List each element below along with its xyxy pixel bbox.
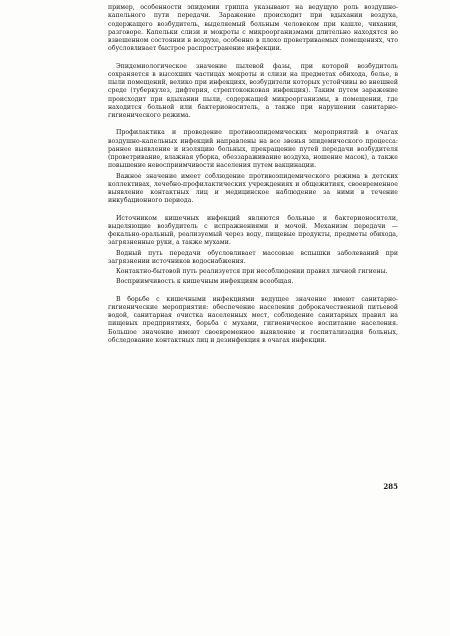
paragraph-3: Профилактика и проведение противоэпидемических мероприятий в очагах воздушно-капельных инфекций направлены на все звенья эпидемического процесса: раннее выявление и изоляцию больных, прекращение путей передачи возбудителя (проветривание, влажная уборка, обеззараживание воздуха, ношение масок), а также повышение невосприимчивости населения путем вакцинации. [108, 129, 398, 170]
paragraph-5: Источником кишечных инфекций являются больные и бактерионосители, выделяющие возбудитель с испражнениями и мочой. Механизм передачи — фекально-оральный, реализуемый через воду, пищевые продукты, предметы обихода, загрязненные руки, а также мухами. [108, 214, 398, 247]
page-number: 285 [383, 482, 398, 491]
paragraph-4: Важное значение имеет соблюдение противоэпидемического режима в детских коллективах, лечебно-профилактических учреждениях и общежитиях, своевременное выявление контактных лиц и медицинское наблюдение за ними в течение инкубационного периода. [108, 172, 398, 205]
paragraph-7: Контактно-бытовой путь реализуется при несоблюдении правил личной гигиены. [116, 268, 388, 275]
body-text [108, 4, 398, 347]
paragraph-6: Водный путь передачи обусловливает массовые вспышки заболеваний при загрязнении источников водоснабжения. [108, 249, 398, 265]
paragraph-1: пример, особенности эпидемии гриппа указывают на ведущую роль воздушно-капельного пути передачи. Заражение происходит при вдыхании воздуха, содержащего возбудитель, выделяемый больным человеком при кашле, чихании, разговоре. Капельки слизи и мокроты с микроорганизмами длительно находятся во взвешенном состоянии в воздухе, особенно в плохо проветриваемых помещениях, что обусловливает быстрое распространение инфекции. [108, 4, 398, 53]
paragraph-2: Эпидемиологическое значение пылевой фазы, при которой возбудитель сохраняется в высохших частицах мокроты и слизи на предметах обихода, белье, в пыли помещений, велико при инфекциях, возбудители которых устойчивы во внешней среде (туберкулез, дифтерия, стрептококковая инфекция). Таким путем заражение происходит при вдыхании пыли, содержащей микроорганизмы, в помещении, где находится больной или бактерионоситель, а также при нарушении санитарно-гигиенического режима. [108, 62, 398, 119]
paragraph-8: Восприимчивость к кишечным инфекциям всеобщая. [116, 278, 294, 286]
paragraph-9: В борьбе с кишечными инфекциями ведущее значение имеют санитарно-гигиенические мероприятия: обеспечение населения доброкачественной питьевой водой, санитарная очистка населенных мест, соблюдение санитарных правил на пищевых предприятиях, борьба с мухами, гигиеническое воспитание населения. Большое значение имеют своевременное выявление и госпитализация больных, обследование контактных лиц и дезинфекция в очагах инфекции. [108, 295, 398, 344]
